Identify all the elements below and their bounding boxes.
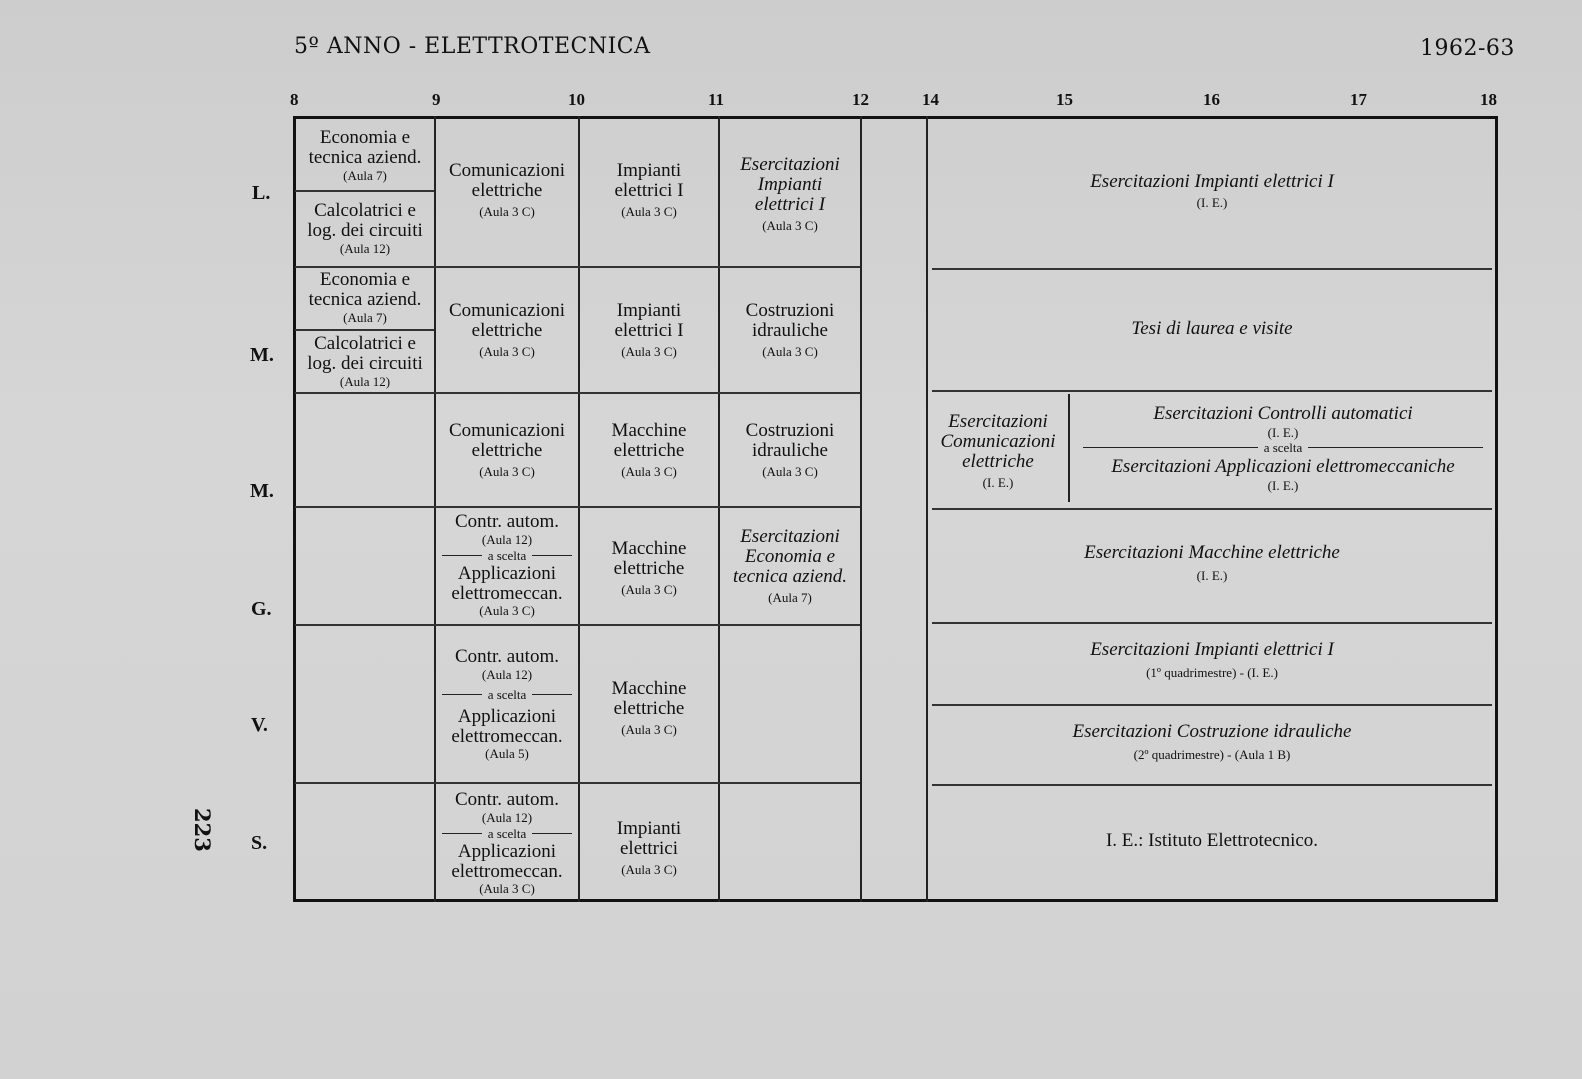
timetable-cell xyxy=(296,266,434,328)
timetable-cell xyxy=(720,410,860,490)
hour-label: 12 xyxy=(852,90,869,109)
row-divider xyxy=(295,190,434,192)
hour-label: 18 xyxy=(1480,90,1497,109)
row-divider xyxy=(295,782,860,784)
course-name: Impianti xyxy=(616,818,682,840)
room-label: (Aula 3 C) xyxy=(479,344,535,360)
room-label: (Aula 3 C) xyxy=(479,603,535,619)
course-name: Calcolatrici e xyxy=(314,332,416,354)
academic-year: 1962-63 xyxy=(1420,36,1515,61)
row-divider xyxy=(932,268,1492,270)
hour-label: 17 xyxy=(1350,90,1367,109)
timetable-cell xyxy=(296,194,434,262)
course-name: Contr. autom. xyxy=(455,511,559,533)
room-label: (Aula 7) xyxy=(343,167,387,183)
room-label: (Aula 5) xyxy=(485,746,529,762)
day-label: V. xyxy=(251,714,268,736)
choice-separator xyxy=(442,549,572,563)
room-label: (I. E.) xyxy=(1196,568,1228,584)
course-name: elettrici xyxy=(619,838,679,860)
timetable-cell xyxy=(436,150,578,230)
course-name: Macchine xyxy=(611,538,687,560)
timetable-cell xyxy=(928,538,1496,588)
room-label: (Aula 3 C) xyxy=(621,204,677,220)
room-label: (Aula 12) xyxy=(481,810,533,826)
room-label: (Aula 12) xyxy=(481,532,533,548)
hour-label: 8 xyxy=(290,90,299,109)
course-name: Comunicazioni xyxy=(448,300,566,322)
course-name: Impianti xyxy=(757,174,823,196)
row-divider xyxy=(932,390,1492,392)
course-name: Costruzioni xyxy=(745,420,835,442)
column-divider xyxy=(860,116,862,902)
room-label: (Aula 3 C) xyxy=(621,344,677,360)
course-name: Impianti xyxy=(616,300,682,322)
course-name: Economia e xyxy=(319,268,411,290)
timetable-cell xyxy=(296,122,434,188)
course-name: Esercitazioni Costruzione idrauliche xyxy=(1072,721,1352,743)
course-name: Contr. autom. xyxy=(455,646,559,668)
course-name: elettriche xyxy=(962,451,1034,473)
legend-note xyxy=(928,826,1496,856)
day-label: S. xyxy=(251,832,268,854)
room-label: (Aula 12) xyxy=(339,373,391,389)
room-label: (Aula 3 C) xyxy=(479,881,535,897)
room-label: (Aula 7) xyxy=(343,309,387,325)
hour-label: 9 xyxy=(432,90,441,109)
choice-separator xyxy=(1083,441,1483,455)
timetable-cell xyxy=(580,290,718,370)
course-name: Esercitazioni Applicazioni elettromeccaniche xyxy=(1111,455,1455,477)
room-label: (Aula 3 C) xyxy=(621,862,677,878)
timetable-cell xyxy=(580,150,718,230)
room-label: (I. E.) xyxy=(982,475,1014,491)
course-name: Esercitazioni Macchine elettriche xyxy=(1084,542,1340,564)
course-name: Costruzioni xyxy=(745,300,835,322)
course-name: elettriche xyxy=(613,558,685,580)
course-name: elettriche xyxy=(613,440,685,462)
course-name: log. dei circuiti xyxy=(307,219,423,241)
room-label: (Aula 3 C) xyxy=(621,582,677,598)
course-name: tecnica aziend. xyxy=(733,566,847,588)
room-label: (Aula 7) xyxy=(768,590,812,606)
timetable-cell xyxy=(720,518,860,614)
course-name: Calcolatrici e xyxy=(314,199,416,221)
timetable-cell xyxy=(928,402,1068,500)
choice-separator xyxy=(442,827,572,841)
timetable-cell xyxy=(296,331,434,391)
room-label: (I. E.) xyxy=(1267,424,1299,440)
course-name: Applicazioni xyxy=(457,706,557,728)
course-name: tecnica aziend. xyxy=(308,146,422,168)
course-name: Esercitazioni xyxy=(948,411,1048,433)
timetable-cell xyxy=(720,290,860,370)
row-divider xyxy=(932,784,1492,786)
choice-label: a scelta xyxy=(487,825,527,841)
course-name: elettrici I xyxy=(614,320,684,342)
timetable-cell xyxy=(580,410,718,490)
room-label: (1º quadrimestre) - (I. E.) xyxy=(1146,665,1278,681)
timetable-cell xyxy=(436,786,578,900)
hour-label: 11 xyxy=(708,90,725,109)
course-name: Esercitazioni Controlli automatici xyxy=(1153,402,1413,424)
course-name: elettromeccan. xyxy=(451,861,563,883)
day-label: L. xyxy=(252,182,271,204)
room-label: (Aula 12) xyxy=(481,667,533,683)
course-name: Economia e xyxy=(744,546,836,568)
room-label: (Aula 3 C) xyxy=(479,464,535,480)
column-divider xyxy=(926,116,928,902)
timetable-cell xyxy=(928,314,1496,344)
timetable-cell xyxy=(1070,394,1496,502)
choice-label: a scelta xyxy=(487,547,527,563)
course-name: Contr. autom. xyxy=(455,789,559,811)
hour-label: 10 xyxy=(568,90,585,109)
timetable-cell xyxy=(720,146,860,242)
course-name: elettrici I xyxy=(754,194,826,216)
room-label: (Aula 3 C) xyxy=(762,344,818,360)
timetable-cell xyxy=(580,528,718,608)
choice-label: a scelta xyxy=(487,686,527,702)
row-divider xyxy=(295,624,860,626)
legend-text: I. E.: Istituto Elettrotecnico. xyxy=(1105,830,1319,852)
course-name: elettrici I xyxy=(614,180,684,202)
room-label: (Aula 3 C) xyxy=(762,218,818,234)
room-label: (Aula 3 C) xyxy=(621,464,677,480)
day-label: M. xyxy=(250,344,274,366)
course-name: Macchine xyxy=(611,678,687,700)
course-name: Tesi di laurea e visite xyxy=(1131,318,1293,340)
row-divider xyxy=(932,622,1492,624)
row-divider xyxy=(932,704,1492,706)
room-label: (Aula 3 C) xyxy=(479,204,535,220)
course-name: elettriche xyxy=(613,698,685,720)
course-name: Impianti xyxy=(616,160,682,182)
choice-label: a scelta xyxy=(1263,440,1303,456)
course-name: Economia e xyxy=(319,126,411,148)
timetable-cell xyxy=(436,636,578,772)
course-name: Esercitazioni Impianti elettrici I xyxy=(1090,171,1334,193)
course-name: Esercitazioni xyxy=(740,154,840,176)
course-name: Applicazioni xyxy=(457,563,557,585)
day-label: G. xyxy=(251,598,272,620)
course-name: elettriche xyxy=(471,180,543,202)
timetable-cell xyxy=(436,508,578,622)
timetable-cell xyxy=(580,808,718,888)
room-label: (I. E.) xyxy=(1196,195,1228,211)
course-name: Macchine xyxy=(611,420,687,442)
room-label: (I. E.) xyxy=(1267,477,1299,493)
timetable-cell xyxy=(928,634,1496,686)
row-divider xyxy=(295,392,860,394)
course-name: tecnica aziend. xyxy=(308,288,422,310)
timetable-cell xyxy=(580,668,718,748)
room-label: (Aula 3 C) xyxy=(762,464,818,480)
timetable-cell xyxy=(928,166,1496,216)
day-label: M. xyxy=(250,480,274,502)
course-name: elettriche xyxy=(471,320,543,342)
course-name: elettromeccan. xyxy=(451,726,563,748)
choice-separator xyxy=(442,688,572,702)
course-name: elettromeccan. xyxy=(451,583,563,605)
course-name: Comunicazioni xyxy=(940,431,1056,453)
room-label: (Aula 3 C) xyxy=(621,722,677,738)
hour-label: 14 xyxy=(922,90,939,109)
row-divider xyxy=(932,508,1492,510)
course-name: Applicazioni xyxy=(457,841,557,863)
page-number: 223 xyxy=(190,808,215,852)
hour-label: 16 xyxy=(1203,90,1220,109)
course-name: Esercitazioni Impianti elettrici I xyxy=(1090,639,1334,661)
course-name: Comunicazioni xyxy=(448,420,566,442)
hour-label: 15 xyxy=(1056,90,1073,109)
timetable-cell xyxy=(436,410,578,490)
timetable-cell xyxy=(436,290,578,370)
course-name: idrauliche xyxy=(752,320,828,342)
course-name: log. dei circuiti xyxy=(307,352,423,374)
column-divider xyxy=(578,116,580,902)
page-title: 5º ANNO - ELETTROTECNICA xyxy=(294,34,651,59)
course-name: Comunicazioni xyxy=(448,160,566,182)
timetable-cell xyxy=(928,716,1496,768)
course-name: Esercitazioni xyxy=(740,526,840,548)
course-name: elettriche xyxy=(471,440,543,462)
room-label: (2º quadrimestre) - (Aula 1 B) xyxy=(1133,747,1291,763)
room-label: (Aula 12) xyxy=(339,240,391,256)
course-name: idrauliche xyxy=(752,440,828,462)
